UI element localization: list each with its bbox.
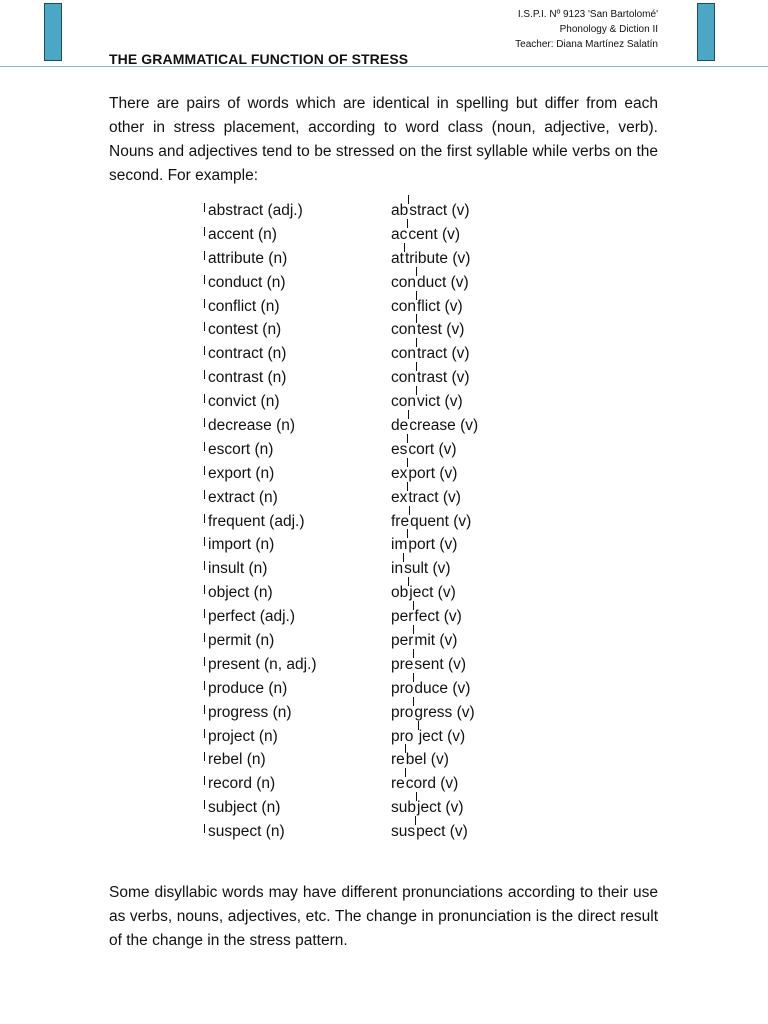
noun-form: attribute (n) [208,249,288,267]
verb-stressed-syllable: sent (v) [414,655,467,673]
verb-form [391,701,475,725]
verb-stressed-syllable: sult (v) [404,560,451,578]
noun-form: accent (n) [208,225,277,243]
verb-first-syllable: de [391,417,409,435]
noun-form: contrast (n) [208,369,287,387]
word-pair-row [203,820,523,844]
noun-form: record (n) [208,775,276,793]
stress-mark [204,251,205,260]
verb-stressed-syllable: fect (v) [414,608,462,626]
stress-mark [204,609,205,618]
stress-mark [204,275,205,284]
verb-form [391,414,478,438]
noun-form: decrease (n) [208,417,296,435]
noun-form: frequent (adj.) [208,512,305,530]
noun-form: contest (n) [208,321,282,339]
noun-form: escort (n) [208,440,274,458]
word-pair-row [203,414,523,438]
word-pair-row [203,462,523,486]
word-pair-row [203,199,523,223]
verb-form [391,581,456,605]
verb-stressed-syllable: cort (v) [408,440,457,458]
stress-mark [204,514,205,523]
noun-form: perfect (adj.) [208,608,296,626]
stress-mark [204,346,205,355]
verb-first-syllable: ab [391,202,409,219]
verb-first-syllable: sus [391,823,416,841]
word-pair-row [203,772,523,796]
word-pair-row [203,533,523,557]
stress-mark [204,322,205,331]
verb-stressed-syllable: pect (v) [416,823,468,841]
verb-stressed-syllable: mit (v) [414,632,458,650]
stress-mark [204,800,205,809]
verb-form [391,772,458,796]
verb-stressed-syllable: port (v) [408,536,458,554]
verb-form [391,653,466,677]
noun-form: suspect (n) [208,823,285,841]
verb-form [391,629,457,653]
word-pair-row [203,581,523,605]
verb-stressed-syllable: quent (v) [410,512,472,530]
verb-first-syllable: pro [391,727,418,745]
verb-first-syllable: con [391,321,416,339]
page-title: THE GRAMMATICAL FUNCTION OF STRESS [109,51,409,67]
verb-form [391,748,449,772]
verb-form [391,510,471,534]
verb-form [391,295,463,319]
verb-form [391,557,451,581]
word-pair-row [203,605,523,629]
noun-form: contract (n) [208,345,287,363]
verb-form [391,223,460,247]
word-pair-row [203,390,523,414]
verb-stressed-syllable: ject (v) [409,584,456,602]
right-margin-tab [697,3,715,61]
stress-mark [204,681,205,690]
stress-mark [204,561,205,570]
noun-form: abstract (adj.) [208,202,303,219]
verb-first-syllable: in [391,560,404,578]
verb-form [391,677,470,701]
verb-stressed-syllable: tract (v) [408,488,461,506]
verb-first-syllable: im [391,536,408,554]
verb-first-syllable: re [391,775,405,793]
noun-form: rebel (n) [208,751,266,769]
stress-mark [204,227,205,236]
noun-form: permit (n) [208,632,275,650]
word-pair-row [203,438,523,462]
verb-stressed-syllable: port (v) [408,464,458,482]
verb-form [391,271,469,295]
verb-first-syllable: sub [391,799,416,817]
noun-form: conduct (n) [208,273,286,291]
header-teacher: Teacher: Diana Martínez Salatín [515,39,658,50]
verb-first-syllable: ob [391,584,409,602]
word-pair-row [203,271,523,295]
verb-first-syllable: ac [391,225,408,243]
word-pair-row [203,557,523,581]
verb-form [391,438,457,462]
word-pair-row [203,677,523,701]
verb-first-syllable: ex [391,488,408,506]
noun-form: present (n, adj.) [208,655,317,673]
verb-first-syllable: ex [391,464,408,482]
verb-stressed-syllable: duct (v) [417,273,469,291]
noun-form: progress (n) [208,703,292,721]
noun-form: object (n) [208,584,273,602]
stress-mark [204,418,205,427]
word-pairs-list [203,199,523,844]
verb-stressed-syllable: crease (v) [409,417,479,435]
verb-first-syllable: con [391,273,416,291]
verb-form [391,462,457,486]
word-pair-row [203,295,523,319]
stress-mark [204,776,205,785]
noun-form: subject (n) [208,799,281,817]
stress-mark [204,370,205,379]
noun-form: insult (n) [208,560,268,578]
noun-form: import (n) [208,536,275,554]
verb-form [391,247,470,271]
verb-stressed-syllable: cent (v) [408,225,461,243]
verb-form [391,199,470,223]
word-pair-row [203,366,523,390]
verb-first-syllable: re [391,751,405,769]
document-header [515,7,658,52]
noun-form: produce (n) [208,679,288,697]
verb-stressed-syllable: duce (v) [414,679,471,697]
verb-stressed-syllable: tribute (v) [404,249,471,267]
verb-form [391,366,470,390]
stress-mark [204,299,205,308]
noun-form: conflict (n) [208,297,280,315]
stress-mark [204,633,205,642]
verb-stressed-syllable: ject (v) [418,727,466,745]
verb-stressed-syllable: stract (v) [409,202,470,219]
verb-first-syllable: pro [391,679,414,697]
verb-first-syllable: es [391,440,408,458]
stress-mark [204,442,205,451]
stress-mark [204,466,205,475]
verb-first-syllable: per [391,608,414,626]
word-pair-row [203,486,523,510]
verb-form [391,605,462,629]
noun-form: project (n) [208,727,278,745]
word-pair-row [203,318,523,342]
word-pair-row [203,796,523,820]
stress-mark [204,705,205,714]
word-pair-row [203,510,523,534]
verb-form [391,390,463,414]
word-pair-row [203,725,523,749]
verb-first-syllable: con [391,345,416,363]
noun-form: convict (n) [208,393,280,411]
left-margin-tab [44,3,62,61]
verb-form [391,486,461,510]
stress-mark [204,203,205,212]
verb-first-syllable: fre [391,512,410,530]
noun-form: extract (n) [208,488,278,506]
stress-mark [204,490,205,499]
stress-mark [204,752,205,761]
stress-mark [204,657,205,666]
verb-stressed-syllable: cord (v) [405,775,459,793]
stress-mark [204,824,205,833]
closing-paragraph: Some disyllabic words may have different pronunciations according to their use as verbs, nouns, adjectives, etc. The change in pronunciation is the direct result of the change in the stress pattern. [109,884,658,949]
verb-stressed-syllable: ject (v) [417,799,464,817]
header-course: Phonology & Diction II [559,24,658,35]
verb-stressed-syllable: trast (v) [417,369,470,387]
verb-first-syllable: con [391,369,416,387]
header-institution: I.S.P.I. Nº 9123 'San Bartolomé' [517,9,658,20]
stress-mark [204,585,205,594]
verb-stressed-syllable: flict (v) [417,297,463,315]
word-pair-row [203,748,523,772]
verb-first-syllable: pre [391,655,414,673]
stress-mark [204,394,205,403]
verb-first-syllable: at [391,249,404,267]
verb-form [391,342,470,366]
word-pair-row [203,342,523,366]
intro-paragraph: There are pairs of words which are identical in spelling but differ from each other in stress placement, according to word class (noun, adjective, verb). Nouns and adjectives tend to be stressed on the first syllable while verbs on the second. For example: [109,95,658,184]
stress-mark [204,537,205,546]
verb-first-syllable: per [391,632,414,650]
noun-form: export (n) [208,464,275,482]
word-pair-row [203,701,523,725]
word-pair-row [203,247,523,271]
stress-mark [204,729,205,738]
verb-first-syllable: con [391,297,416,315]
verb-stressed-syllable: test (v) [417,321,465,339]
verb-stressed-syllable: tract (v) [417,345,470,363]
word-pair-row [203,223,523,247]
verb-form [391,725,465,749]
verb-form [391,318,464,342]
word-pair-row [203,629,523,653]
verb-first-syllable: pro [391,703,414,721]
word-pair-row [203,653,523,677]
verb-stressed-syllable: gress (v) [414,703,475,721]
verb-form [391,796,464,820]
verb-stressed-syllable: bel (v) [405,751,449,769]
verb-form [391,533,457,557]
verb-first-syllable: con [391,393,416,411]
verb-form [391,820,468,844]
verb-stressed-syllable: vict (v) [417,393,463,411]
